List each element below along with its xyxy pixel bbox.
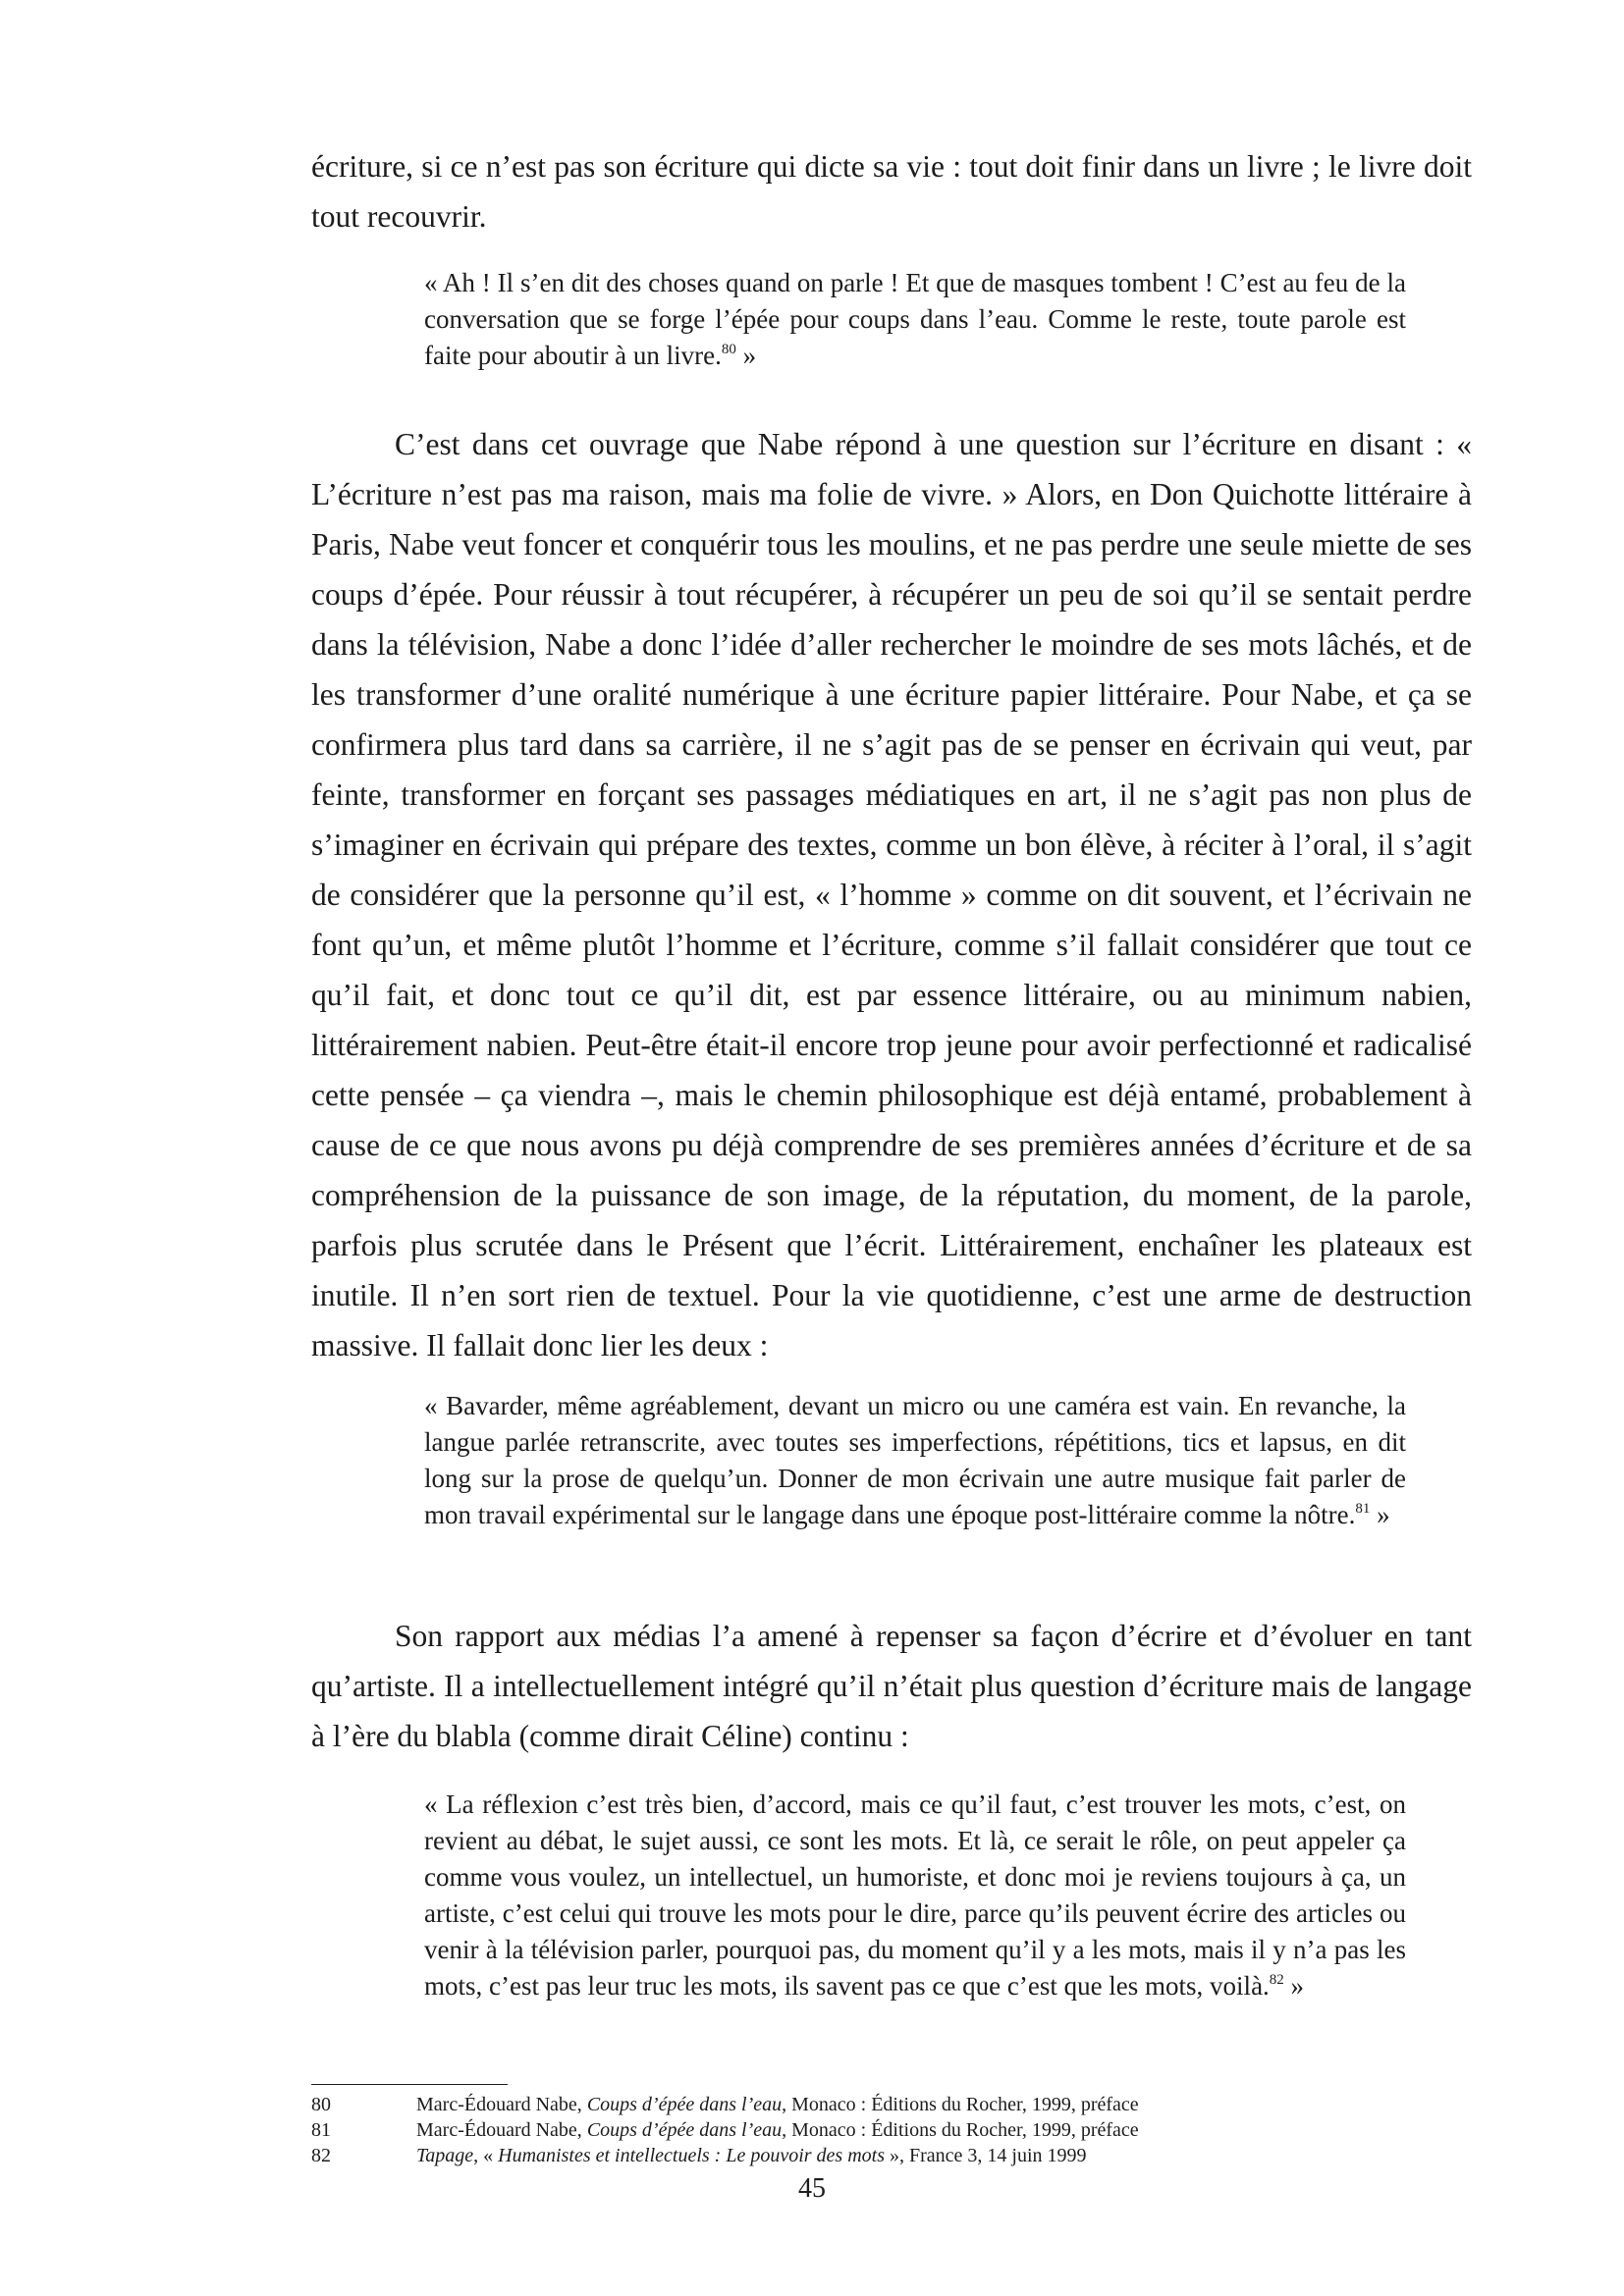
quote-1-close: » — [735, 341, 757, 370]
footnote-author: Marc-Édouard Nabe, — [416, 2094, 587, 2115]
footnote-81 — [311, 2117, 1472, 2143]
footnote-publication: , « — [473, 2145, 499, 2166]
footnote-ref-82[interactable]: 82 — [1269, 1972, 1284, 1988]
footnote-publication: , Monaco : Éditions du Rocher, 1999, préface — [782, 2094, 1139, 2115]
footnote-ref-81[interactable]: 81 — [1355, 1501, 1371, 1517]
quote-2-text: « Bavarder, même agréablement, devant un micro ou une caméra est vain. En revanche, la langue parlée retranscrite, avec toutes ses imperfections, répétitions, tics et lapsus, en dit long sur la prose de quelqu’un. Donner de mon écrivain une autre musique fait parler de mon travail expérimental sur le langage dans une époque post-littéraire comme la nôtre. — [424, 1391, 1406, 1529]
footnote-ref-80[interactable]: 80 — [721, 342, 736, 357]
block-quote-2 — [424, 1388, 1406, 1533]
footnotes — [311, 2092, 1472, 2168]
quote-1-text: « Ah ! Il s’en dit des choses quand on parle ! Et que de masques tombent ! C’est au feu de la conversation que se forge l’épée pour coups dans l’eau. Comme le reste, toute parole est faite pour aboutir à un livre. — [424, 268, 1406, 370]
footnote-number: 80 — [311, 2094, 331, 2115]
block-quote-1 — [424, 265, 1406, 374]
footnote-publication: , Monaco : Éditions du Rocher, 1999, préface — [782, 2119, 1139, 2141]
footnote-text — [416, 2117, 1139, 2143]
footnote-title: Coups d’épée dans l’eau — [586, 2094, 783, 2115]
block-quote-3 — [424, 1787, 1406, 2004]
paragraph-1: écriture, si ce n’est pas son écriture qui dicte sa vie : tout doit finir dans un livre ; le livre doit tout recouvrir. — [311, 149, 1472, 234]
quote-2-close: » — [1370, 1500, 1390, 1529]
footnote-separator — [311, 2084, 508, 2085]
page-number: 45 — [798, 2173, 826, 2204]
quote-3-close: » — [1283, 1971, 1305, 2001]
footnote-82 — [311, 2143, 1472, 2168]
paragraph-3: Son rapport aux médias l’a amené à repenser sa façon d’écrire et d’évoluer en tant qu’artiste. Il a intellectuellement intégré qu’il n’était plus question d’écriture mais de langage à l’ère du blabla (comme dirait Céline) continu : — [311, 1619, 1472, 1753]
footnote-text — [416, 2143, 1087, 2168]
paragraph-2: C’est dans cet ouvrage que Nabe répond à une question sur l’écriture en disant : « L’écriture n’est pas ma raison, mais ma folie de vivre. » Alors, en Don Quichotte littéraire à Paris, Nabe veut foncer et conquérir tous les moulins, et ne pas perdre une seule miette de ses coups d’épée. Pour réussir à tout récupérer, à récupérer un peu de soi qu’il se sentait perdre dans la télévision, Nabe a donc l’idée d’aller rechercher le moindre de ses mots lâchés, et de les transformer d’une oralité numérique à une écriture papier littéraire. Pour Nabe, et ça se confirmera plus tard dans sa carrière, il ne s’agit pas de se penser en écrivain qui veut, par feinte, transformer en forçant ses passages médiatiques en art, il ne s’agit pas non plus de s’imaginer en écrivain qui prépare des textes, comme un bon élève, à réciter à l’oral, il s’agit de considérer que la personne qu’il est, « l’homme » comme on dit souvent, et l’écrivain ne font qu’un, et même plutôt l’homme et l’écriture, comme s’il fallait considérer que tout ce qu’il fait, et donc tout ce qu’il dit, est par essence littéraire, ou au minimum nabien, littérairement nabien. Peut-être était-il encore trop jeune pour avoir perfectionné et radicalisé cette pensée – ça viendra –, mais le chemin philosophique est déjà entamé, probablement à cause de ce que nous avons pu déjà comprendre de ses premières années d’écriture et de sa compréhension de la puissance de son image, de la réputation, du moment, de la parole, parfois plus scrutée dans le Présent que l’écrit. Littérairement, enchaîner les plateaux est inutile. Il n’en sort rien de textuel. Pour la vie quotidienne, c’est une arme de destruction massive. Il fallait donc lier les deux : — [311, 427, 1472, 1362]
footnote-80 — [311, 2092, 1472, 2117]
footnote-broadcast: », France 3, 14 juin 1999 — [885, 2145, 1087, 2166]
footnote-author: Marc-Édouard Nabe, — [416, 2119, 587, 2141]
footnote-title: Tapage — [416, 2145, 474, 2166]
footnote-episode-title: Humanistes et intellectuels : Le pouvoir des mots — [498, 2145, 885, 2166]
footnote-text — [416, 2092, 1139, 2117]
footnote-number: 81 — [311, 2119, 331, 2141]
quote-3-text: « La réflexion c’est très bien, d’accord, mais ce qu’il faut, c’est trouver les mots, c’est, on revient au débat, le sujet aussi, ce sont les mots. Et là, ce serait le rôle, on peut appeler ça comme vous voulez, un intellectuel, un humoriste, et donc moi je reviens toujours à ça, un artiste, c’est celui qui trouve les mots pour le dire, parce qu’ils peuvent écrire des articles ou venir à la télévision parler, pourquoi pas, du moment qu’il y a les mots, mais il y n’a pas les mots, c’est pas leur truc les mots, ils savent pas ce que c’est que les mots, voilà. — [424, 1789, 1406, 2001]
footnote-title: Coups d’épée dans l’eau — [586, 2119, 783, 2141]
footnote-number: 82 — [311, 2145, 331, 2166]
